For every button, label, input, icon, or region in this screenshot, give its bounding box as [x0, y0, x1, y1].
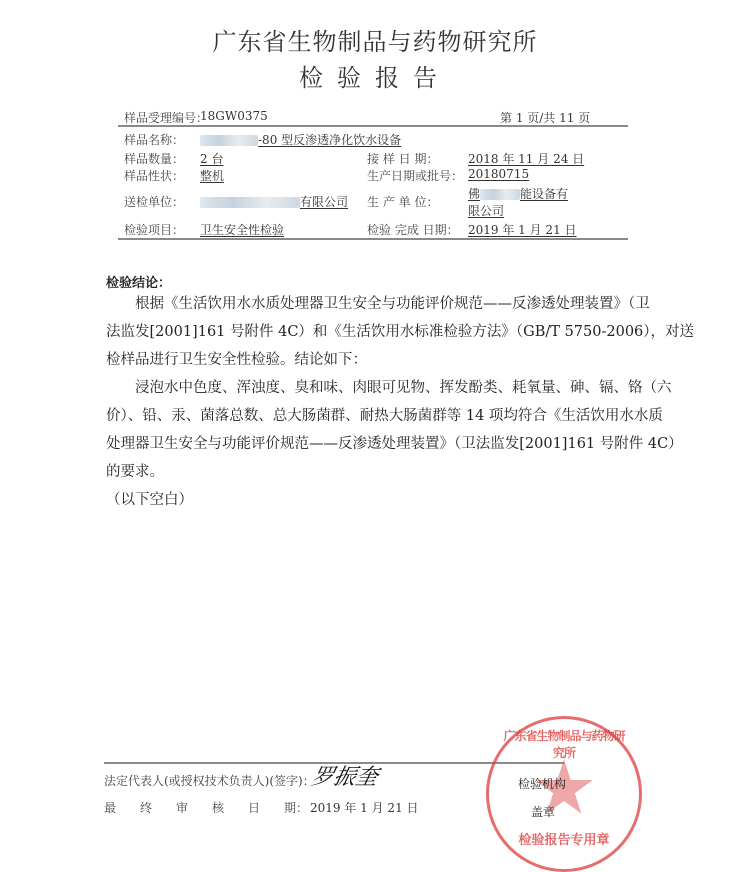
sample-state-value: 整机 [200, 169, 225, 183]
submitter-label: 送检单位： [124, 195, 185, 209]
conclusion-line: 检样品进行卫生安全性检验。结论如下： [106, 352, 367, 368]
production-batch-value: 20180715 [468, 167, 530, 181]
conclusion-body [106, 290, 706, 514]
conclusion-line: 根据《生活饮用水水质处理器卫生安全与功能评价规范——反渗透处理装置》（卫 [106, 296, 650, 312]
seal-ring-text: 广东省生物制品与药物研究所 [503, 729, 625, 760]
submitter-value: 有限公司 [200, 193, 348, 210]
page-info: 第 1 页/共 11 页 [500, 111, 591, 125]
institution-title: 广东省生物制品与药物研究所 [212, 28, 538, 56]
redacted-block [200, 197, 300, 208]
sample-name-value: -80 型反渗透净化饮水设备 [200, 131, 401, 148]
sample-quantity-value: 2 台 [200, 152, 224, 166]
production-batch-label: 生产日期或批号： [367, 169, 464, 183]
manufacturer-label: 生 产 单 位： [367, 195, 439, 209]
receive-date-label: 接 样 日 期： [367, 152, 439, 166]
sample-state-label: 样品性状： [124, 169, 185, 183]
final-review-date: 2019 年 1 月 21 日 [310, 801, 419, 815]
conclusion-line: 价）、铅、汞、菌落总数、总大肠菌群、耐热大肠菌群等 14 项均符合《生活饮用水水质 [106, 408, 663, 424]
test-item-value: 卫生安全性检验 [200, 223, 285, 237]
completion-date-value: 2019 年 1 月 21 日 [468, 223, 577, 237]
seal-bottom-text: 检验报告专用章 [518, 833, 610, 848]
blank-below-note: （以下空白） [106, 492, 193, 508]
final-review-label: 最 终 审 核 日 期： [104, 801, 309, 815]
conclusion-line: 浸泡水中色度、浑浊度、臭和味、肉眼可见物、挥发酚类、耗氧量、砷、镉、铬（六 [106, 380, 672, 396]
test-item-label: 检验项目： [124, 223, 185, 237]
sample-id-label: 样品受理编号： [124, 111, 209, 125]
redacted-block [480, 189, 520, 200]
org-label: 检验机构 [518, 777, 567, 791]
redacted-block [200, 135, 258, 146]
sample-name-label: 样品名称： [124, 133, 185, 147]
receive-date-value: 2018 年 11 月 24 日 [468, 152, 585, 166]
official-seal [486, 716, 642, 872]
sample-id-value: 18GW0375 [200, 109, 268, 123]
conclusion-title: 检验结论： [106, 276, 172, 291]
completion-date-label: 检验 完成 日期： [367, 223, 459, 237]
seal-label: 盖章 [531, 805, 556, 819]
sample-quantity-label: 样品数量： [124, 152, 185, 166]
signature: 罗振奎 [308, 765, 381, 790]
conclusion-line: 的要求。 [106, 464, 164, 480]
top-divider [118, 125, 628, 127]
legal-rep-label: 法定代表人(或授权技术负责人)(签字)： [104, 774, 315, 788]
conclusion-line: 法监发[2001]161 号附件 4C）和《生活饮用水标准检验方法》（GB/T 5750-2006），对送 [106, 324, 695, 340]
manufacturer-value: 佛 能设备有 [468, 187, 569, 201]
report-title: 检验报告 [299, 64, 451, 92]
conclusion-line: 处理器卫生安全与功能评价规范——反渗透处理装置》（卫法监发[2001]161 号附件 4C） [106, 436, 683, 452]
manufacturer-value-line2: 限公司 [468, 204, 505, 218]
fields-bottom-divider [118, 238, 628, 240]
